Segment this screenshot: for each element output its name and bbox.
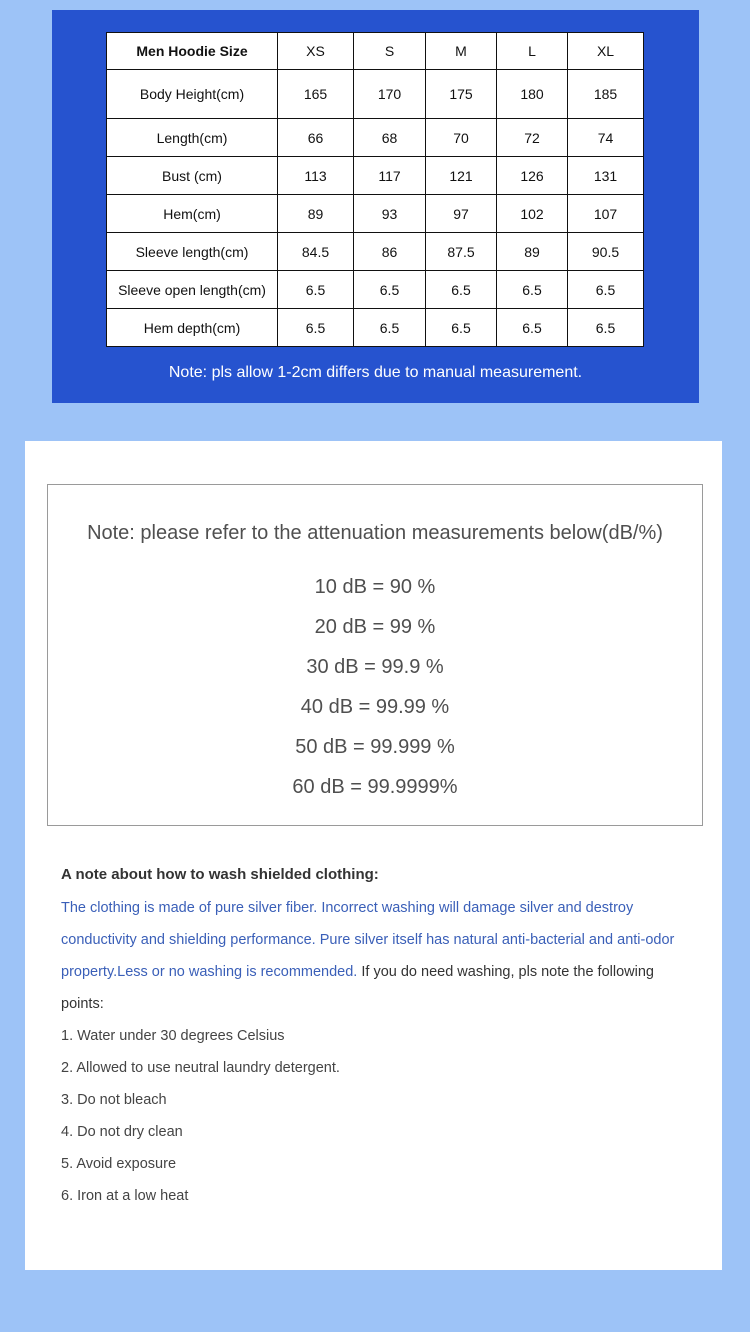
wash-note-text: If you do need washing, pls note the following points: [61,964,654,1012]
table-cell: 170 [354,70,426,119]
wash-note-blue-text: The clothing is made of pure silver fiber. Incorrect washing will damage silver and destroy conductivity and shielding performance. Pure silver itself has natural anti-bacterial and anti-odor property.Less or no washing is recommended. [61,900,675,980]
table-cell: 70 [426,119,497,157]
table-cell: Sleeve open length(cm) [107,271,278,309]
table-cell: 165 [278,70,354,119]
measurement-note: Note: pls allow 1-2cm differs due to manual measurement. [168,364,583,381]
table-cell: 102 [497,195,568,233]
attenuation-line: 30 dB = 99.9 % [306,656,444,678]
table-cell: 6.5 [278,271,354,309]
table-cell: Hem depth(cm) [107,309,278,347]
table-cell: 66 [278,119,354,157]
table-cell: 90.5 [568,233,644,271]
table-cell: 87.5 [426,233,497,271]
wash-instruction-item: 1. Water under 30 degrees Celsius [61,1028,285,1044]
table-cell: 72 [497,119,568,157]
table-cell: 97 [426,195,497,233]
table-cell: 6.5 [497,309,568,347]
table-header-row [107,33,644,70]
table-cell: 6.5 [278,309,354,347]
table-cell: 6.5 [568,271,644,309]
header-cell: L [497,33,568,70]
wash-note-heading: A note about how to wash shielded clothing: [61,866,379,883]
attenuation-line: 20 dB = 99 % [314,616,436,638]
wash-instruction-item: 6. Iron at a low heat [61,1188,189,1204]
size-chart-panel [52,10,699,403]
attenuation-line: 40 dB = 99.99 % [300,696,450,718]
table-cell: 84.5 [278,233,354,271]
table-cell: 86 [354,233,426,271]
attenuation-box [47,484,703,826]
table-cell: 117 [354,157,426,195]
table-cell: 126 [497,157,568,195]
info-panel [25,441,722,1270]
size-table [106,32,644,347]
wash-instruction-item: 2. Allowed to use neutral laundry detergent. [61,1060,340,1076]
header-cell: S [354,33,426,70]
table-cell: 6.5 [426,309,497,347]
wash-instruction-item: 5. Avoid exposure [61,1156,177,1172]
table-row [107,70,644,119]
attenuation-line: 50 dB = 99.999 % [295,736,455,758]
table-row [107,271,644,309]
table-cell: 185 [568,70,644,119]
header-cell: XL [568,33,644,70]
table-row [107,233,644,271]
table-cell: 6.5 [568,309,644,347]
table-cell: Sleeve length(cm) [107,233,278,271]
table-cell: 113 [278,157,354,195]
table-cell: 68 [354,119,426,157]
table-cell: 74 [568,119,644,157]
wash-note-paragraph [61,892,686,1020]
header-cell: XS [278,33,354,70]
table-cell: 6.5 [426,271,497,309]
header-cell: Men Hoodie Size [107,33,278,70]
header-cell: M [426,33,497,70]
table-row [107,119,644,157]
table-cell: 89 [278,195,354,233]
table-cell: 107 [568,195,644,233]
attenuation-line: 60 dB = 99.9999% [292,776,458,798]
table-cell: 131 [568,157,644,195]
table-cell: 93 [354,195,426,233]
table-cell: 6.5 [354,309,426,347]
attenuation-line: 10 dB = 90 % [314,576,436,598]
table-cell: 180 [497,70,568,119]
table-cell: 175 [426,70,497,119]
table-cell: 121 [426,157,497,195]
wash-instruction-item: 4. Do not dry clean [61,1124,183,1140]
table-row [107,195,644,233]
table-row [107,309,644,347]
attenuation-title: Note: please refer to the attenuation measurements below(dB/%) [87,522,663,544]
table-cell: Length(cm) [107,119,278,157]
table-row [107,157,644,195]
table-cell: 89 [497,233,568,271]
table-cell: Hem(cm) [107,195,278,233]
table-cell: 6.5 [354,271,426,309]
table-cell: Bust (cm) [107,157,278,195]
table-cell: 6.5 [497,271,568,309]
table-cell: Body Height(cm) [107,70,278,119]
wash-instruction-item: 3. Do not bleach [61,1092,167,1108]
